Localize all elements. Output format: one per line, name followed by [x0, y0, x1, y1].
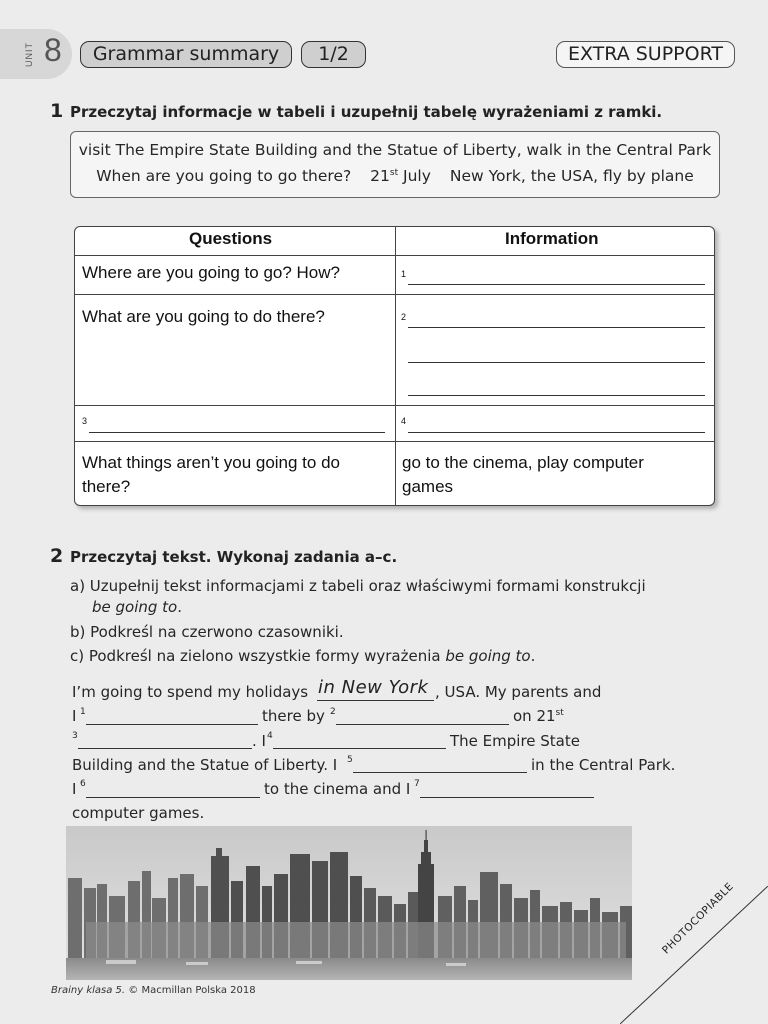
- table-divider: [395, 227, 396, 505]
- photocopiable-corner-line: [620, 886, 768, 1024]
- text-line-4-end: in the Central Park.: [531, 756, 676, 774]
- table-row-line: [75, 255, 714, 256]
- text-line-3-end: The Empire State: [450, 732, 580, 750]
- task-2-instruction: Przeczytaj tekst. Wykonaj zadania a–c.: [70, 548, 398, 566]
- table-question-1: Where are you going to go? How?: [82, 263, 340, 282]
- blank-number: 3: [72, 731, 78, 741]
- blank-number: 3: [82, 416, 88, 426]
- blank-number: 1: [80, 707, 86, 717]
- blank-number: 6: [80, 779, 86, 789]
- text-line-5-start: I: [72, 780, 77, 798]
- task-2-number: 2: [50, 545, 64, 567]
- text-blank-5[interactable]: [353, 772, 527, 773]
- subtask-a-cont: be going to.: [92, 598, 183, 616]
- answer-line-1[interactable]: [408, 284, 705, 285]
- example-underline: [317, 700, 434, 701]
- answer-line-2c[interactable]: [408, 395, 705, 396]
- info-table: [74, 226, 715, 506]
- text-line-5-mid: to the cinema and I: [264, 780, 411, 798]
- section-title: Grammar summary: [80, 41, 292, 68]
- blank-number: 7: [414, 779, 420, 789]
- text-line-4: Building and the Statue of Liberty. I: [72, 756, 338, 774]
- answer-line-2a[interactable]: [408, 327, 705, 328]
- answer-line-3[interactable]: [89, 432, 385, 433]
- table-question-2: What are you going to do there?: [82, 307, 325, 326]
- table-header-questions: Questions: [189, 229, 273, 248]
- unit-label: UNIT: [24, 42, 34, 67]
- task-1-number: 1: [50, 100, 64, 122]
- word-box-question: When are you going to go there?: [96, 167, 352, 185]
- subtask-b: b) Podkreśl na czerwono czasowniki.: [70, 623, 344, 641]
- table-answer-4: go to the cinema, play computer games: [402, 453, 644, 496]
- table-row-line: [75, 294, 714, 295]
- subtask-c: c) Podkreśl na zielono wszystkie formy wyrażenia be going to.: [70, 647, 536, 665]
- text-blank-2[interactable]: [336, 724, 509, 725]
- table-question-4: What things aren’t you going to do there?: [82, 453, 340, 496]
- answer-line-4[interactable]: [408, 432, 705, 433]
- text-line-2-end: on 21st: [513, 707, 564, 725]
- blank-number: 2: [401, 312, 407, 322]
- text-blank-4[interactable]: [273, 748, 446, 749]
- word-box-line-2: [71, 167, 719, 185]
- text-line-6: computer games.: [72, 804, 205, 822]
- word-box: [70, 131, 720, 198]
- unit-number: 8: [44, 32, 62, 68]
- subtask-a: a) Uzupełnij tekst informacjami z tabeli oraz właściwymi formami konstrukcji: [70, 577, 646, 595]
- extra-support-badge: EXTRA SUPPORT: [556, 41, 735, 68]
- text-line-2-start: I: [72, 707, 77, 725]
- blank-number: 4: [401, 416, 407, 426]
- blank-number: 5: [347, 755, 353, 765]
- new-york-skyline-photo: [66, 826, 632, 980]
- table-row-line: [75, 441, 714, 442]
- word-box-date: 21st July: [370, 167, 431, 185]
- text-blank-6[interactable]: [86, 797, 260, 798]
- table-header-information: Information: [505, 229, 599, 248]
- footer-copyright: Brainy klasa 5. © Macmillan Polska 2018: [51, 985, 256, 996]
- text-blank-1[interactable]: [86, 724, 258, 725]
- text-line-1: I’m going to spend my holidays: [72, 683, 309, 701]
- table-row-line: [75, 405, 714, 406]
- task-1-instruction: Przeczytaj informacje w tabeli i uzupełnij tabelę wyrażeniami z ramki.: [70, 103, 663, 121]
- word-box-place: New York, the USA, fly by plane: [449, 167, 694, 185]
- text-line-3-mid: . I: [252, 732, 266, 750]
- text-line-1-end: , USA. My parents and: [435, 683, 602, 701]
- text-line-2-mid: there by: [262, 707, 325, 725]
- example-answer: in New York: [318, 677, 429, 698]
- answer-line-2b[interactable]: [408, 362, 705, 363]
- word-box-line-1: visit The Empire State Building and the Statue of Liberty, walk in the Central Park: [78, 141, 712, 159]
- blank-number: 4: [267, 731, 273, 741]
- text-blank-3[interactable]: [78, 748, 252, 749]
- photocopiable-label: PHOTOCOPIABLE: [660, 880, 737, 957]
- page-indicator: 1/2: [301, 41, 366, 68]
- blank-number: 1: [401, 269, 407, 279]
- blank-number: 2: [330, 707, 336, 717]
- text-blank-7[interactable]: [420, 797, 594, 798]
